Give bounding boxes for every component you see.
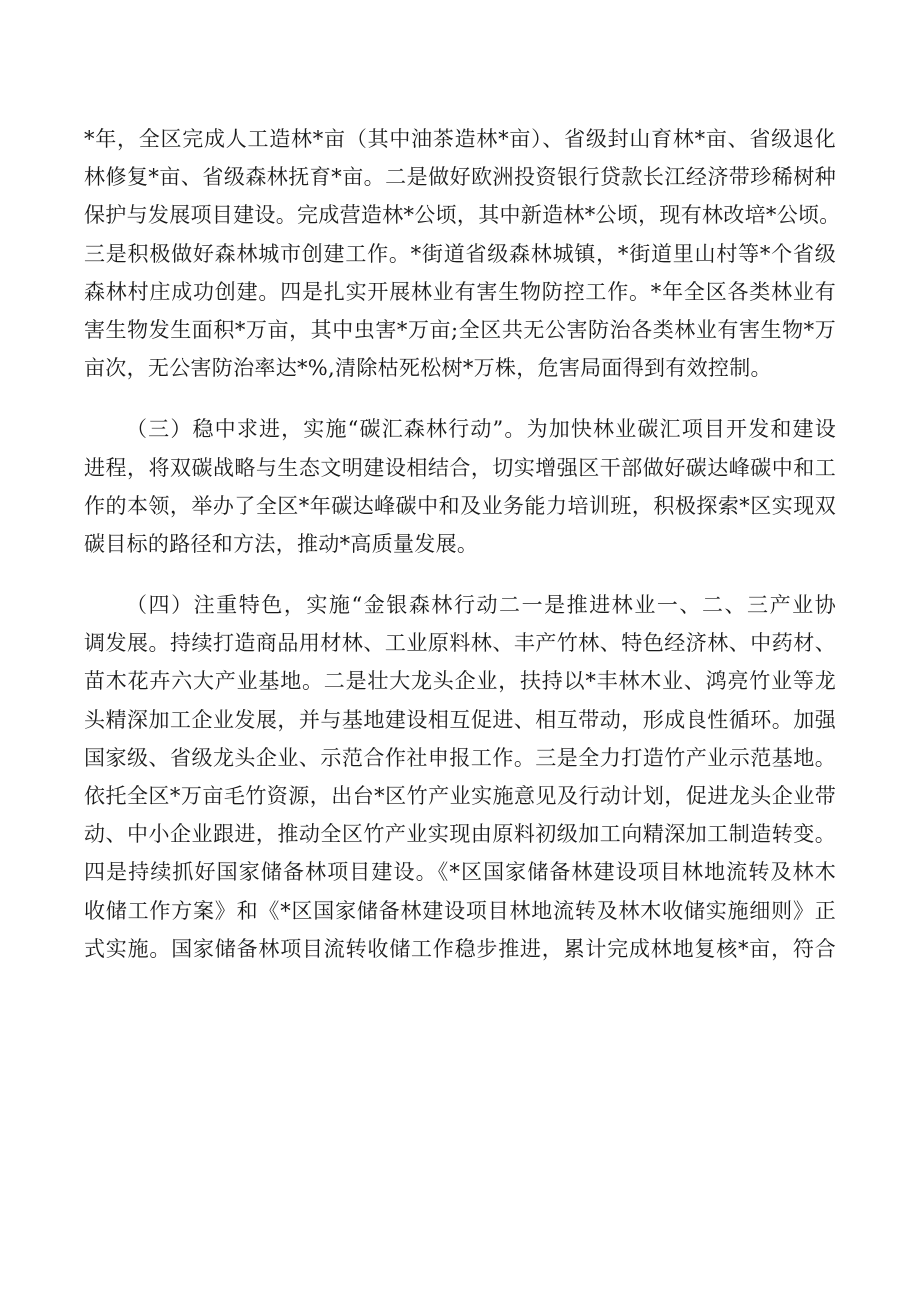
text-line: 四是持续抓好国家储备林项目建设。《*区国家储备林建设项目林地流转及林木 <box>84 860 836 885</box>
text-line: 头精深加工企业发展，并与基地建设相互促进、相互带动，形成良性循环。加强 <box>84 707 836 732</box>
text-line: *年，全区完成人工造林*亩（其中油茶造林*亩）、省级封山育林*亩、省级退化 <box>84 127 836 151</box>
text-line: 作的本领，举办了全区*年碳达峰碳中和及业务能力培训班，积极探索*区实现双 <box>84 493 836 518</box>
text-line: （三）稳中求进，实施“碳汇森林行动”。为加快林业碳汇项目开发和建设 <box>126 417 836 442</box>
paragraph-carbon-sink <box>84 410 836 563</box>
text-line: （四）注重特色，实施“金银森林行动二一是推进林业一、二、三产业协 <box>126 593 836 618</box>
paragraph-spacer <box>84 387 836 410</box>
text-line: 森林村庄成功创建。四是扎实开展林业有害生物防控工作。*年全区各类林业有 <box>84 279 836 304</box>
text-line: 式实施。国家储备林项目流转收储工作稳步推进，累计完成林地复核*亩，符合 <box>84 936 836 961</box>
text-line: 调发展。持续打造商品用材林、工业原料林、丰产竹林、特色经济林、中药材、 <box>84 631 836 656</box>
text-line: 碳目标的路径和方法，推动*高质量发展。 <box>84 531 479 556</box>
paragraph-spacer <box>84 563 836 586</box>
text-line: 收储工作方案》和《*区国家储备林建设项目林地流转及林木收储实施细则》正 <box>84 898 836 923</box>
text-line: 林修复*亩、省级森林抚育*亩。二是做好欧洲投资银行贷款长江经济带珍稀树种 <box>84 165 836 190</box>
text-line: 动、中小企业跟进，推动全区竹产业实现由原料初级加工向精深加工制造转变。 <box>84 822 836 847</box>
text-line: 依托全区*万亩毛竹资源，出台*区竹产业实施意见及行动计划，促进龙头企业带 <box>84 784 836 808</box>
text-line: 害生物发生面积*万亩，其中虫害*万亩;全区共无公害防治各类林业有害生物*万 <box>84 317 836 342</box>
text-line: 亩次，无公害防治率达*%,清除枯死松树*万株，危害局面得到有效控制。 <box>84 356 772 381</box>
text-line: 国家级、省级龙头企业、示范合作社申报工作。三是全力打造竹产业示范基地。 <box>84 745 836 770</box>
paragraph-gold-silver-forest <box>84 586 836 968</box>
body-text <box>84 120 841 968</box>
text-line: 进程，将双碳战略与生态文明建设相结合，切实增强区干部做好碳达峰碳中和工 <box>84 455 836 480</box>
text-line: 保护与发展项目建设。完成营造林*公顷，其中新造林*公顷，现有林改培*公顷。 <box>84 203 841 228</box>
text-line: 三是积极做好森林城市创建工作。*街道省级森林城镇，*街道里山村等*个省级 <box>84 241 836 266</box>
text-line: 苗木花卉六大产业基地。二是壮大龙头企业，扶持以*丰林木业、鸿亮竹业等龙 <box>84 669 836 694</box>
paragraph-forestry-work <box>84 120 841 387</box>
